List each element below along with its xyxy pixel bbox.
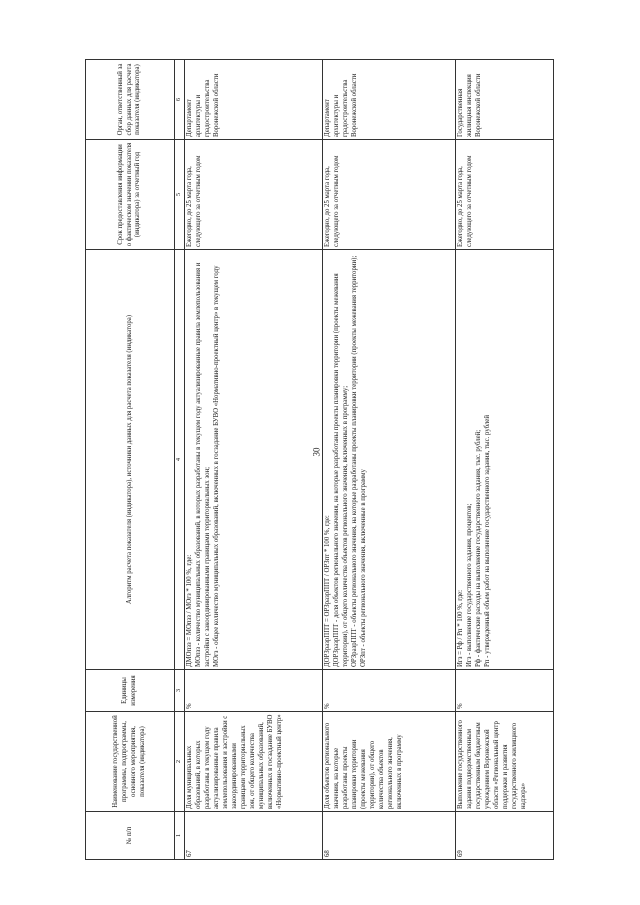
column-number: 2 bbox=[175, 712, 185, 812]
indicator-algorithm bbox=[456, 250, 554, 670]
algorithm-line: Игз = Рф / Рп * 100 %, где: bbox=[457, 589, 464, 667]
indicator-deadline: Ежегодно, до 25 марта года, следующего за отчетным годом bbox=[185, 140, 323, 250]
row-number: 67 bbox=[185, 812, 323, 860]
rotated-table-wrapper bbox=[85, 60, 555, 860]
header-cell-unit: Единицы измерения bbox=[86, 670, 175, 712]
column-number: 4 bbox=[175, 250, 185, 670]
indicator-unit: % bbox=[323, 670, 456, 712]
indicator-deadline: Ежегодно, до 25 марта года, следующего за отчетным годом bbox=[323, 140, 456, 250]
page-number: 30 bbox=[311, 447, 322, 457]
table-row bbox=[456, 60, 554, 860]
indicator-agency: Департамент архитектуры и градостроительства Воронежской области bbox=[185, 60, 323, 140]
indicator-unit: % bbox=[456, 670, 554, 712]
column-number: 5 bbox=[175, 140, 185, 250]
indicator-name: Доля объектов регионального значения, на которые разработаны проекты планировки территории (проекты межевания территории), от общего количества объектов регионального значения, включенных в программу bbox=[323, 712, 456, 812]
indicator-agency: Департамент архитектуры и градостроительства Воронежской области bbox=[323, 60, 456, 140]
column-number: 1 bbox=[175, 812, 185, 860]
algorithm-line: ОРЗпт - объекты регионального значения, включенные в программу bbox=[359, 469, 367, 667]
algorithm-line: ДМОпзз = МОпзз / МОгз * 100 %, где: bbox=[186, 554, 193, 667]
header-cell-deadline: Срок предоставления информации о фактическом значении показателя (индикатора) за отчетный год bbox=[86, 140, 175, 250]
algorithm-line: ДОРЗразрППТ = ОРЗразрППТ / ОРЗпт * 100 %, где: bbox=[324, 515, 331, 667]
indicator-table bbox=[85, 59, 554, 860]
indicator-algorithm bbox=[185, 250, 323, 670]
column-number-row bbox=[175, 60, 185, 860]
table-row bbox=[323, 60, 456, 860]
row-number: 69 bbox=[456, 812, 554, 860]
indicator-agency: Государственная жилищная инспекция Воронежской области bbox=[456, 60, 554, 140]
row-number: 68 bbox=[323, 812, 456, 860]
algorithm-line: Игз - выполнение государственного задания, процентов; bbox=[465, 503, 473, 667]
header-cell-algorithm: Алгоритм расчета показателя (индикатора), источники данных для расчета показателя (индикатора) bbox=[86, 250, 175, 670]
table-header-row bbox=[86, 60, 175, 860]
header-cell-agency: Орган, ответственный за сбор данных для расчета показателя (индикатора) bbox=[86, 60, 175, 140]
algorithm-line: Рп - утвержденный объем работ на выполнение государственного задания, тыс. рублей bbox=[483, 415, 491, 667]
algorithm-line: ДОРЗразрППТ - доля объектов регионального значения, на которые разработаны проекты планировки территории (проекты межевания территории), от общего количества объектов регионального значения, включенных в программу; bbox=[332, 273, 349, 667]
indicator-name: Выполнение государственного задания подведомственным государственным бюджетным учреждением Воронежской области «Региональный центр поддержки и развития государственного жилищного надзора» bbox=[456, 712, 554, 812]
algorithm-line: МОгз - общее количество муниципальных образований, включенных в госзадание БУВО «Нормативно-проектный центр» в текущем году bbox=[212, 265, 220, 667]
indicator-name: Доля муниципальных образований, в которых разработаны в текущем году актуализированные правила землепользования и застройки с закоординированными границами территориальных зон, от общего количества муниципальных образований, включенных в госзадание БУВО «Нормативно-проектный центр» bbox=[185, 712, 323, 812]
indicator-unit: % bbox=[185, 670, 323, 712]
column-number: 3 bbox=[175, 670, 185, 712]
algorithm-line: МОпзз - количество муниципальных образований, в которых разработаны в текущем году актуализированные правила землепользования и застройки с закоординированными границами территориальных зон; bbox=[194, 262, 211, 667]
indicator-algorithm bbox=[323, 250, 456, 670]
table-row bbox=[185, 60, 323, 860]
algorithm-line: Рф - фактические расходы на выполнение государственного задания, тыс. рублей; bbox=[474, 429, 482, 667]
indicator-deadline: Ежегодно, до 25 марта года, следующего за отчетным годом bbox=[456, 140, 554, 250]
column-number: 6 bbox=[175, 60, 185, 140]
header-cell-name: Наименование государственной программы, подпрограммы, основного мероприятия, показателя (индикатора) bbox=[86, 712, 175, 812]
header-cell-number: № п/п bbox=[86, 812, 175, 860]
algorithm-line: ОРЗразрППТ - объекты регионального значения, на которые разработаны проекты планировки территории (проекты межевания территории); bbox=[350, 255, 358, 667]
